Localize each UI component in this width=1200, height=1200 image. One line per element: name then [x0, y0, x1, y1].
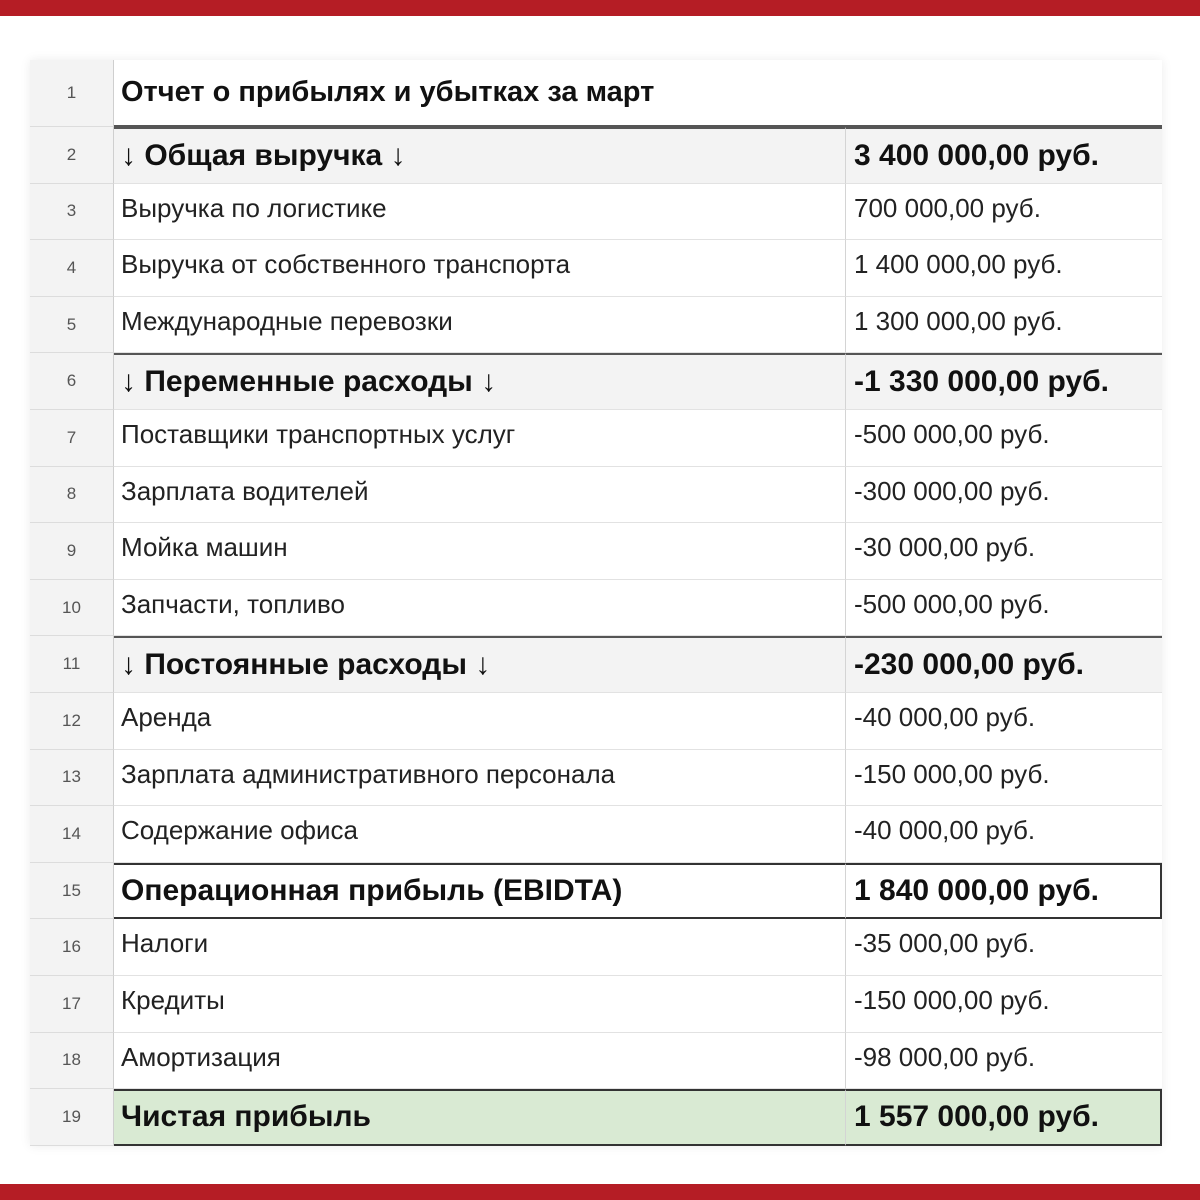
net-profit-value[interactable]: 1 557 000,00 руб. [846, 1089, 1162, 1146]
row-number[interactable]: 13 [30, 750, 114, 807]
row-number[interactable]: 4 [30, 240, 114, 297]
table-row [30, 410, 1162, 467]
row-number[interactable]: 6 [30, 353, 114, 410]
row-number[interactable]: 7 [30, 410, 114, 467]
row-number[interactable]: 19 [30, 1089, 114, 1146]
item-value[interactable]: -35 000,00 руб. [846, 919, 1162, 976]
item-value[interactable]: -300 000,00 руб. [846, 467, 1162, 524]
table-row [30, 353, 1162, 410]
row-number[interactable]: 8 [30, 467, 114, 524]
table-row [30, 1033, 1162, 1090]
row-number[interactable]: 16 [30, 919, 114, 976]
item-label[interactable]: Мойка машин [114, 523, 846, 580]
table-row [30, 1089, 1162, 1146]
item-value[interactable]: -30 000,00 руб. [846, 523, 1162, 580]
row-number[interactable]: 15 [30, 863, 114, 920]
table-row [30, 750, 1162, 807]
item-value[interactable]: -150 000,00 руб. [846, 750, 1162, 807]
sheet-title[interactable]: Отчет о прибылях и убытках за март [114, 60, 1162, 127]
table-row [30, 523, 1162, 580]
item-value[interactable]: -500 000,00 руб. [846, 580, 1162, 637]
item-label[interactable]: Запчасти, топливо [114, 580, 846, 637]
table-row [30, 806, 1162, 863]
item-value[interactable]: -150 000,00 руб. [846, 976, 1162, 1033]
row-number[interactable]: 9 [30, 523, 114, 580]
table-row [30, 863, 1162, 920]
item-label[interactable]: Содержание офиса [114, 806, 846, 863]
item-label[interactable]: Международные перевозки [114, 297, 846, 354]
row-number[interactable]: 1 [30, 60, 114, 127]
section-value-variable-costs[interactable]: -1 330 000,00 руб. [846, 353, 1162, 410]
row-number[interactable]: 3 [30, 184, 114, 241]
item-label[interactable]: Амортизация [114, 1033, 846, 1090]
table-row [30, 184, 1162, 241]
table-row [30, 60, 1162, 127]
item-label[interactable]: Кредиты [114, 976, 846, 1033]
row-number[interactable]: 10 [30, 580, 114, 637]
table-row [30, 467, 1162, 524]
item-value[interactable]: -98 000,00 руб. [846, 1033, 1162, 1090]
table-row [30, 976, 1162, 1033]
item-label[interactable]: Аренда [114, 693, 846, 750]
net-profit-label[interactable]: Чистая прибыль [114, 1089, 846, 1146]
item-label[interactable]: Зарплата административного персонала [114, 750, 846, 807]
ebitda-value[interactable]: 1 840 000,00 руб. [846, 863, 1162, 920]
section-label-fixed-costs[interactable]: ↓ Постоянные расходы ↓ [114, 636, 846, 693]
item-label[interactable]: Выручка от собственного транспорта [114, 240, 846, 297]
row-number[interactable]: 18 [30, 1033, 114, 1090]
section-value-fixed-costs[interactable]: -230 000,00 руб. [846, 636, 1162, 693]
table-row [30, 127, 1162, 184]
item-value[interactable]: 700 000,00 руб. [846, 184, 1162, 241]
item-label[interactable]: Налоги [114, 919, 846, 976]
row-number[interactable]: 2 [30, 127, 114, 184]
section-label-variable-costs[interactable]: ↓ Переменные расходы ↓ [114, 353, 846, 410]
item-label[interactable]: Зарплата водителей [114, 467, 846, 524]
item-value[interactable]: 1 300 000,00 руб. [846, 297, 1162, 354]
item-value[interactable]: -500 000,00 руб. [846, 410, 1162, 467]
row-number[interactable]: 5 [30, 297, 114, 354]
bottom-frame-bar [0, 1184, 1200, 1200]
row-number[interactable]: 11 [30, 636, 114, 693]
row-number[interactable]: 14 [30, 806, 114, 863]
item-value[interactable]: -40 000,00 руб. [846, 693, 1162, 750]
top-frame-bar [0, 0, 1200, 16]
table-row [30, 580, 1162, 637]
row-number[interactable]: 12 [30, 693, 114, 750]
section-value-revenue[interactable]: 3 400 000,00 руб. [846, 127, 1162, 184]
item-value[interactable]: -40 000,00 руб. [846, 806, 1162, 863]
table-row [30, 297, 1162, 354]
table-row [30, 919, 1162, 976]
table-row [30, 693, 1162, 750]
profit-loss-sheet [30, 60, 1162, 1146]
ebitda-label[interactable]: Операционная прибыль (EBIDTA) [114, 863, 846, 920]
row-number[interactable]: 17 [30, 976, 114, 1033]
item-value[interactable]: 1 400 000,00 руб. [846, 240, 1162, 297]
item-label[interactable]: Выручка по логистике [114, 184, 846, 241]
table-row [30, 636, 1162, 693]
section-label-revenue[interactable]: ↓ Общая выручка ↓ [114, 127, 846, 184]
item-label[interactable]: Поставщики транспортных услуг [114, 410, 846, 467]
table-row [30, 240, 1162, 297]
